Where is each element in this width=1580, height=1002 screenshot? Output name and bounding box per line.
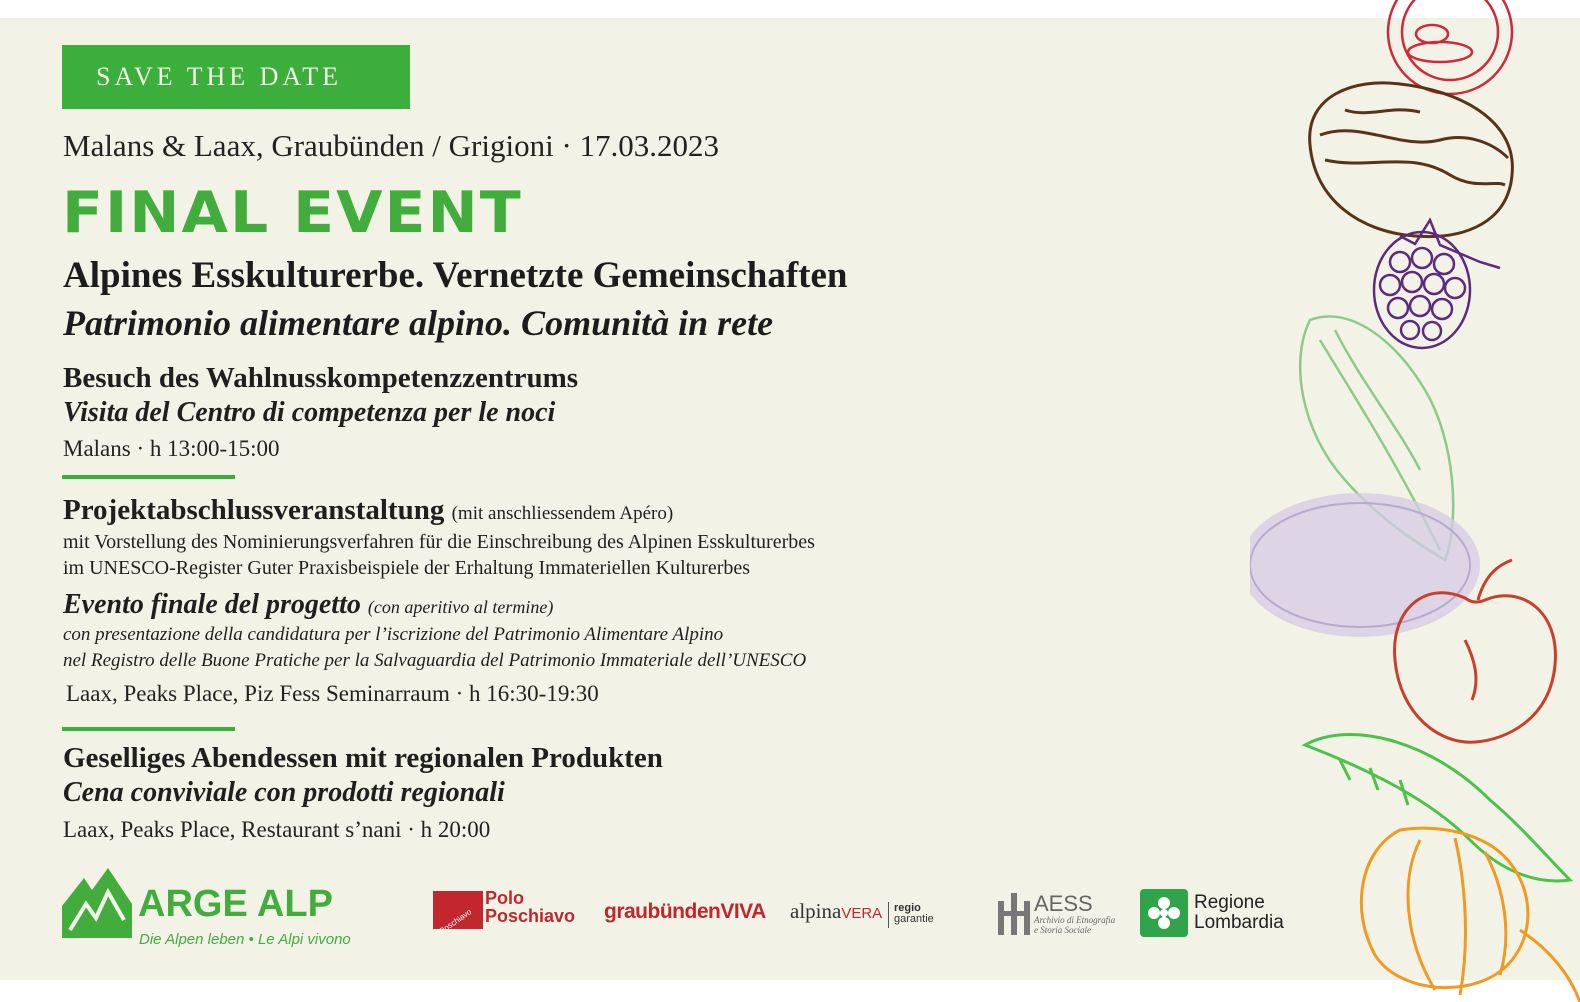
event3-meta: Laax, Peaks Place, Restaurant s’nani · h 20:00 — [63, 817, 491, 842]
event2-title-it-text: Evento finale del progetto — [63, 589, 361, 620]
event2-desc-de-1: mit Vorstellung des Nominierungsverfahren für die Einschreibung des Alpinen Esskulturerbes — [63, 531, 815, 553]
event1-title-it: Visita del Centro di competenza per le noci — [63, 397, 556, 428]
blackberry-illustration — [1374, 220, 1500, 348]
event2-note-it: (con aperitivo al termine) — [367, 597, 554, 617]
polo-poschiavo-name — [485, 889, 575, 925]
aess-subtitle-line-1: Archivio di Etnografia — [1034, 915, 1116, 925]
polo-poschiavo-mark-text: Poschiavo — [437, 907, 474, 936]
alpina-vera-logo — [790, 899, 882, 924]
arge-alp-tagline: Die Alpen leben • Le Alpi vivono — [139, 931, 351, 948]
polo-poschiavo-line-1: Polo — [485, 888, 524, 908]
event1-meta: Malans · h 13:00-15:00 — [63, 436, 280, 461]
event2-desc-it-2: nel Registro delle Buone Pratiche per la Salvaguardia del Patrimonio Immateriale dell’UNESCO — [63, 650, 807, 671]
place-date: Malans & Laax, Graubünden / Grigioni · 17.03.2023 — [63, 128, 720, 163]
event3-title-it: Cena conviviale con prodotti regionali — [63, 777, 505, 808]
vera-text: VERA — [841, 905, 883, 922]
event2-meta: Laax, Peaks Place, Piz Fess Seminarraum · h 16:30-19:30 — [66, 681, 599, 706]
polo-poschiavo-mark — [433, 891, 483, 936]
polo-poschiavo-line-2: Poschiavo — [485, 906, 576, 926]
arge-alp-name: ARGE ALP — [138, 883, 333, 925]
graubunden-viva-logo: graubündenVIVA — [604, 900, 766, 923]
regione-text: Regione — [1194, 892, 1265, 913]
aess-logo-mark — [998, 893, 1030, 935]
regio-garantie-text: garantie — [894, 913, 934, 925]
aess-subtitle — [1034, 915, 1115, 935]
event2-title-it — [63, 589, 553, 621]
title-italian: Patrimonio alimentare alpino. Comunità in rete — [63, 303, 774, 343]
lombardia-rose-icon — [1140, 889, 1188, 937]
regio-text: regio — [894, 902, 921, 914]
event2-title-de-text: Projektabschlussveranstaltung — [63, 494, 445, 526]
alpina-text: alpina — [790, 899, 842, 923]
lombardia-text: Lombardia — [1194, 912, 1284, 933]
divider — [62, 727, 235, 731]
final-event-title: FINAL EVENT — [62, 179, 523, 247]
title-german: Alpines Esskulturerbe. Vernetzte Gemeinschaften — [63, 255, 848, 296]
aess-subtitle-line-2: e Storia Sociale — [1034, 925, 1091, 935]
regio-garantie-logo — [894, 903, 934, 925]
regione-lombardia-name — [1194, 893, 1284, 933]
event1-title-de: Besuch des Wahlnusskompetenzzentrums — [63, 362, 579, 394]
save-the-date-badge: SAVE THE DATE — [62, 45, 410, 109]
divider — [62, 475, 235, 479]
event2-title-de — [63, 494, 673, 527]
logo-separator — [888, 902, 889, 928]
walnut-illustration — [1310, 83, 1513, 237]
event3-title-de: Geselliges Abendessen mit regionalen Produkten — [63, 742, 663, 774]
regione-lombardia-mark — [1140, 889, 1188, 937]
arge-alp-logo-mark — [62, 868, 132, 940]
bread-illustration — [1250, 493, 1480, 637]
fish-illustration — [1305, 734, 1570, 880]
event2-desc-de-2: im UNESCO-Register Guter Praxisbeispiele der Erhaltung Immateriellen Kulturerbes — [63, 557, 751, 579]
food-illustrations — [1250, 0, 1580, 1002]
tomato-illustration — [1388, 0, 1512, 94]
event2-desc-it-1: con presentazione della candidatura per l’iscrizione del Patrimonio Alimentare Alpino — [63, 624, 724, 645]
aess-name: AESS — [1034, 891, 1093, 916]
event2-note-de: (mit anschliessendem Apéro) — [451, 503, 674, 524]
